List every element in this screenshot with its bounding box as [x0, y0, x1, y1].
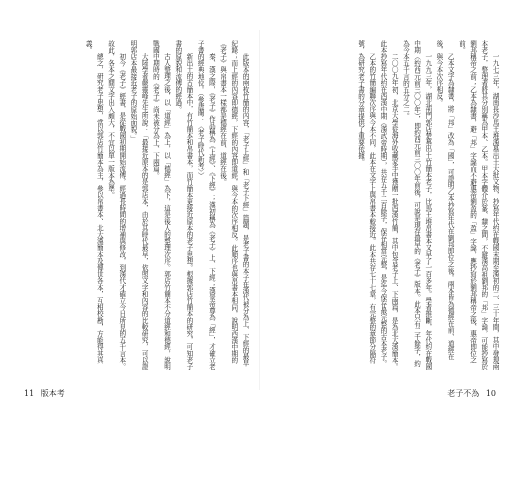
right-paragraph: 乙本的竹簡編聯次序與今本不同，此本在文字上與帛書本較接近。此本共存七十七章，有完整的章節分隔符號，為研究老子書的分章提供了重要依據。	[356, 40, 376, 364]
left-paragraph: 秦、漢之際，《老子》作品稱為《上經》、《下經》；漢初稱為《老子》上、下經；漢景帝尊為「經」，才確立老子書的經典地位。（參唐蘭：〈老子時代新考〉）	[196, 40, 216, 370]
right-footer	[447, 388, 500, 399]
right-paragraph: 二〇〇九年初，北京大學從海外收藏家手中獲贈一批西漢竹簡，其中包含老子上、下兩篇，是為北大漢簡本。此本抄寫年代約在西漢中期（漢武帝時期），共存五千二百餘字，保存相當完整，是迄今保存最完整的古本老子。	[378, 40, 399, 370]
left-paragraph: 總之，研究老子思想，當以郭店竹簡本為主，參以帛書本、北大漢簡本及傳世各本，互相校勘，方能得其真義。	[84, 40, 104, 364]
left-running-head: 版本考	[40, 389, 65, 398]
right-paragraph: 乙本文字為隸書，將「邦」改為「國」，可證明乙本抄寫年代在劉邦即位之後。兩本皆為德經在前、道經在後，與今本次序相反。	[434, 40, 455, 361]
left-page-text	[20, 40, 250, 370]
left-paragraph: 大陸學者嚴靈峰先生所說：「最接近原本的是郭店本，由於其時代最早，依照文字和內容的比較研究，可以證明郭店本最接近老子的原始面貌。」	[128, 40, 149, 370]
left-page	[20, 40, 250, 370]
left-paragraph: 此版本的兩枚竹簡的內容，「老子上經」和「老子下經」篇題，是老子書的本子在漢代被分為上、下經的最早紀錄；而上經的內容即德經，下經的內容即道經，與今本的次序相反。此順序也與帛書本相同，說明西漢中期的《老子》與帛書本一樣都是德經在前、道經在後。	[218, 40, 249, 367]
left-footer	[20, 388, 65, 399]
left-page-number: 11	[24, 389, 35, 398]
right-paragraph: 一九九三年，湖北荊門郭店楚墓出土竹簡本老子，比馬王堆帛書本又早了一百多年。學者推斷，年代約在戰國中期（約西元前三〇〇年），即約西元前三〇〇年前後，可說是現存最早的《老子》版本。此本只有二千餘字，約為今本五千言的五分之二。	[401, 40, 432, 370]
right-page-number: 10	[485, 389, 496, 398]
left-paragraph: 古人整理之後，以「道經」為上，以「德經」為下，這是後人的整理次序。郭店竹簡本不分道經和德經，說明戰國中期時的《老子》尚未被分為上、下兩篇。	[151, 40, 171, 370]
book-spine	[259, 30, 260, 390]
right-page	[268, 40, 500, 370]
left-paragraph: 初今《老子》經書，是從戰國初期開始流傳，經過長時間的增補與修改，到漢代才確立今日所見的五千言本。故此，各本之間文字出入頗大，不宜以單一版本為準。	[106, 40, 126, 370]
right-page-text	[268, 40, 500, 370]
left-paragraph: 新出土的古簡本中，有竹簡本和帛書本，而竹簡本更接近原本的老子思想。根據郭店竹簡本的研究，可知老子書的原貌和流傳的經過。	[173, 40, 193, 370]
right-paragraph: 一九七三年，湖南長沙馬王堆漢墓出土大批文物，抄寫年代約在戰國末期至漢初的二、三十年間，其中發現兩本老子，整理者將其分別稱為甲本、乙本。甲本字體介於篆、隸之間，不避漢高祖劉邦的「邦」字諱，可能抄寫於劉邦稱帝之前；乙本為隸書，避「邦」字諱而不避惠帝劉盈的「盈」字諱，應抄寫於劉邦稱帝之後、惠帝即位之前。	[457, 40, 499, 370]
right-running-head: 老子不為	[447, 389, 480, 398]
